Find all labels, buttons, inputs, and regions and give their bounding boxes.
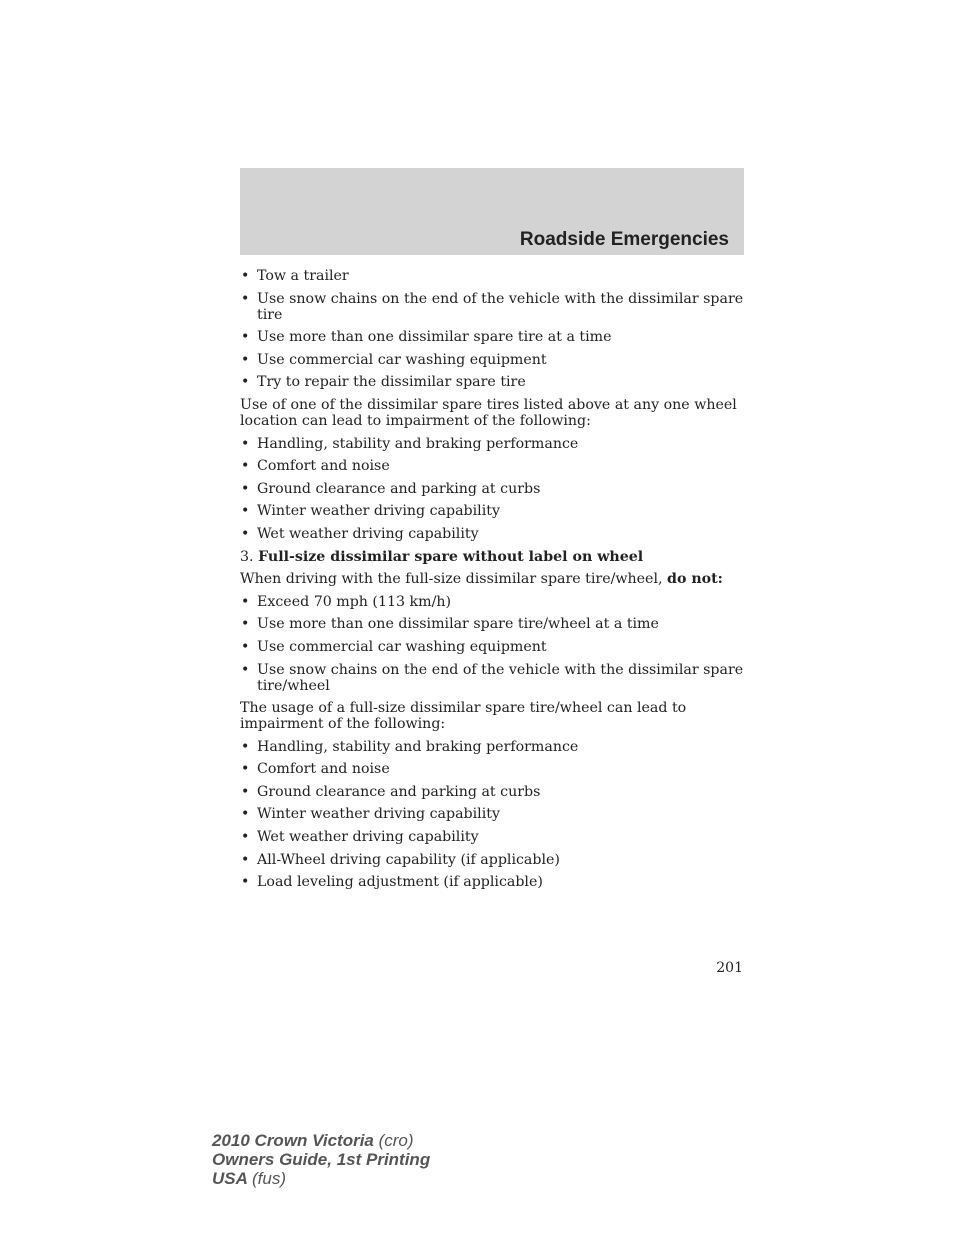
list-item: • Use more than one dissimilar spare tire/wheel at a time	[241, 616, 659, 633]
bullet-icon: •	[241, 435, 250, 452]
emphasis: do not:	[667, 571, 723, 588]
bullet-icon: •	[241, 503, 250, 520]
list-item: • Try to repair the dissimilar spare tire	[241, 374, 526, 391]
bullet-icon: •	[241, 616, 250, 633]
list-item: • Ground clearance and parking at curbs	[241, 783, 541, 800]
list-item: • Handling, stability and braking performance	[241, 738, 579, 755]
bullet-icon: •	[241, 268, 250, 284]
list-item: • Use snow chains on the end of the vehicle with the dissimilar spare tire	[241, 290, 744, 323]
footer-line-1: 2010 Crown Victoria (cro)	[212, 1131, 414, 1150]
list-item: • Use snow chains on the end of the vehicle with the dissimilar spare tire/wheel	[241, 661, 744, 694]
bullet-icon: •	[241, 525, 250, 542]
paragraph: When driving with the full-size dissimilar spare tire/wheel, do not:	[240, 571, 723, 588]
page-number: 201	[716, 960, 743, 976]
paragraph: The usage of a full-size dissimilar spare tire/wheel can lead to impairment of the following:	[240, 700, 687, 733]
section-header-band	[240, 168, 744, 255]
list-item: • Winter weather driving capability	[241, 806, 500, 823]
bullet-icon: •	[241, 829, 250, 846]
paragraph: Use of one of the dissimilar spare tires listed above at any one wheel location can lead to impairment of the following:	[240, 396, 737, 429]
bullet-icon: •	[241, 593, 250, 610]
bullet-icon: •	[241, 638, 250, 655]
list-item: • Wet weather driving capability	[241, 525, 479, 542]
bullet-icon: •	[241, 851, 250, 868]
list-item: • Use more than one dissimilar spare tire at a time	[241, 329, 612, 346]
heading-number: 3.	[240, 548, 254, 565]
list-item: • Comfort and noise	[241, 458, 390, 475]
bullet-icon: •	[241, 329, 250, 346]
page-content	[240, 268, 744, 897]
bullet-icon: •	[241, 761, 250, 778]
list-item: • Load leveling adjustment (if applicable)	[241, 874, 543, 891]
section-title: Roadside Emergencies	[519, 229, 729, 250]
impairment-list	[240, 436, 744, 542]
list-item: • Tow a trailer	[241, 268, 349, 284]
footer-line-2: Owners Guide, 1st Printing	[212, 1150, 431, 1169]
list-item: • Comfort and noise	[241, 761, 390, 778]
restrictions-list	[240, 268, 744, 390]
footer-line-3: USA (fus)	[212, 1169, 286, 1188]
list-item: • Wet weather driving capability	[241, 829, 479, 846]
bullet-icon: •	[241, 738, 250, 755]
list-item: • Exceed 70 mph (113 km/h)	[241, 593, 452, 610]
bullet-icon: •	[241, 806, 250, 823]
bullet-icon: •	[241, 374, 250, 391]
document-footer	[212, 1131, 430, 1188]
bullet-icon: •	[241, 783, 250, 800]
do-not-list	[240, 594, 744, 694]
bullet-icon: •	[241, 661, 250, 678]
bullet-icon: •	[241, 480, 250, 497]
impairment-list-2	[240, 739, 744, 891]
list-item: • Handling, stability and braking performance	[241, 435, 579, 452]
bullet-icon: •	[241, 874, 250, 891]
list-item: • Use commercial car washing equipment	[241, 351, 547, 368]
bullet-icon: •	[241, 351, 250, 368]
bullet-icon: •	[241, 290, 250, 307]
list-item: • Use commercial car washing equipment	[241, 638, 547, 655]
list-item: • Winter weather driving capability	[241, 503, 500, 520]
list-item: • Ground clearance and parking at curbs	[241, 480, 541, 497]
list-item: • All-Wheel driving capability (if applicable)	[241, 851, 560, 868]
bullet-icon: •	[241, 458, 250, 475]
heading-title: Full-size dissimilar spare without label on wheel	[258, 548, 644, 565]
numbered-heading	[240, 549, 744, 565]
